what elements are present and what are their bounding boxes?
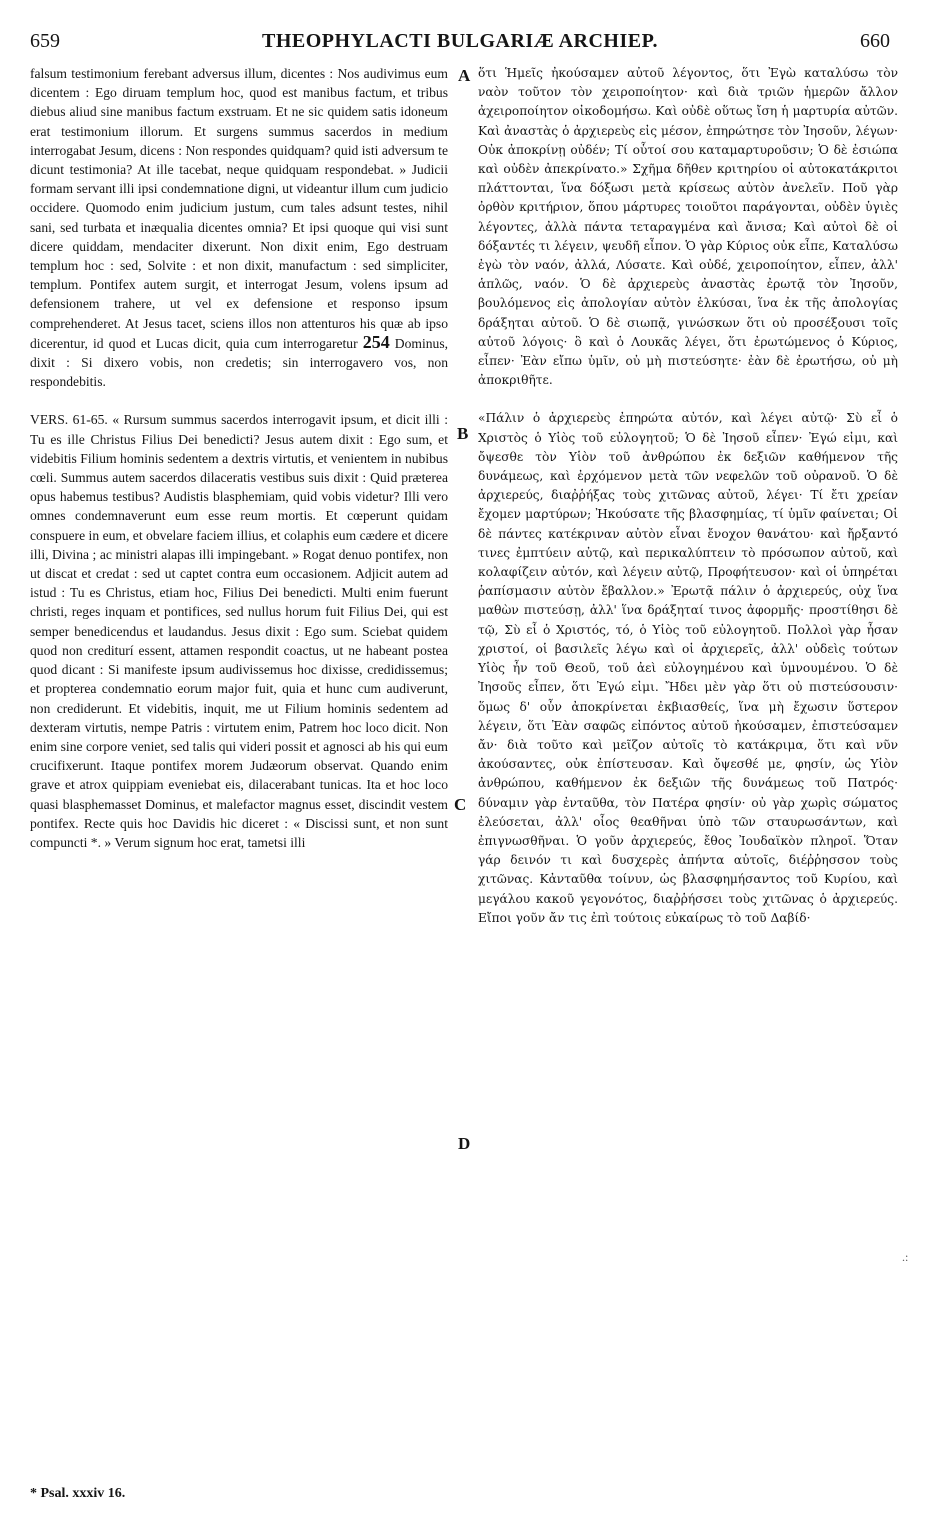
running-title: THEOPHYLACTI BULGARIÆ ARCHIEP. xyxy=(262,30,658,52)
margin-marker-d: D xyxy=(458,1134,471,1153)
greek-column xyxy=(478,64,898,928)
running-header xyxy=(30,30,890,58)
margin-marker-a: A xyxy=(458,66,471,85)
latin-paragraph-1-tail: Dominus, dixit : Si dixero vobis, non credetis; sin interrogavero vos, non respondebitis. xyxy=(30,335,449,390)
latin-paragraph-1 xyxy=(30,64,448,391)
greek-paragraph-2: «Πάλιν ὁ ἀρχιερεὺς ἐπηρώτα αὐτόν, καὶ λέγει αὐτῷ· Σὺ εἶ ὁ Χριστὸς ὁ Υἱὸς τοῦ εὐλογητοῦ; Ὁ δὲ Ἰησοῦ εἶπεν· Ἐγώ εἰμι, καὶ ὄψεσθε τὸν Υἱὸν τοῦ ἀνθρώπου ἐκ δεξιῶν καθήμενον τῆς δυνάμεως, καὶ ἐρχόμενον μετὰ τῶν νεφελῶν τοῦ οὐρανοῦ. Ὁ δὲ ἀρχιερεύς, διαῤῥήξας τοὺς χιτῶνας αὐτοῦ, λέγει· Τί ἔτι χρείαν ἔχομεν μαρτύρων; Ἠκούσατε τῆς βλασφημίας, τί ὑμῖν φαίνεται; Οἱ δὲ πάντες κατέκριναν αὐτὸν εἶναι ἔνοχον θανάτου· καὶ ἤρξαντό τινες ἐμπτύειν αὐτῷ, καὶ περικαλύπτειν τὸ πρόσωπον αὐτοῦ, καὶ κολαφίζειν αὐτόν, καὶ λέγειν αὐτῷ, Προφήτευσον· καὶ οἱ ὑπηρέται ῥαπίσμασιν αὐτὸν ἔβαλλον.» Ἐρωτᾷ πάλιν ὁ ἀρχιερεύς, οὐχ ἵνα μαθὼν πιστεύσῃ, ἀλλ' ἵνα δράξηταί τινος ἀφορμῆς· προστίθησι δὲ τῷ, Σὺ εἶ ὁ Χριστός, τό, ὁ Υἱὸς τοῦ εὐλογητοῦ. Πολλοὶ γὰρ ἦσαν χριστοί, οἱ βασιλεῖς λέγω καὶ οἱ ἀρχιερεῖς, ἀλλ' οὐδεὶς τούτων Υἱὸς ἦν τοῦ Θεοῦ, τοῦ ἀεὶ εὐλογημένου καὶ ὑμνουμένου. Ὁ δὲ Ἰησοῦς εἶπεν, ὅτι Ἐγώ εἰμι. Ἤδει μὲν γὰρ ὅτι οὐ πιστεύσουσιν· ὅμως δ' οὖν ἀποκρίνεται ἐκβιασθείς, ἵνα μὴ ἔχωσιν ὕστερον λέγειν, ὅτι Ἐὰν σαφῶς εἰπόντος αὐτοῦ ἠκούσαμεν, ἐπιστεύσαμεν ἄν· διὰ τοῦτο καὶ μεῖζον αὐτοῖς τὸ κατάκριμα, ὅτι καὶ νῦν ἀκούσαντες, οὐκ ἐπίστευσαν. Καὶ ὄψεσθέ με, φησίν, ὡς Υἱὸν ἀνθρώπου, καθήμενον ἐκ δεξιῶν τῆς δυνάμεως τοῦ Πατρός· δύναμιν γὰρ ἐνταῦθα, τὸν Πατέρα φησίν· οὐ γὰρ χωρὶς σώματος ἐλεύσεται, ἀλλ' οἷος θεαθῆναι ὑπὸ τῶν σταυρωσάντων, καὶ ἐπιγνωσθῆναι. Ὁ γοῦν ἀρχιερεύς, ἔθος Ἰουδαϊκὸν πληροῖ. Ὅταν γάρ δεινόν τι καὶ δυσχερὲς ἀπήντα αὐτοῖς, διέῤῥησσον τοὺς χιτῶνας. Κἀνταῦθα τοίνυν, ὡς βλασφημήσαντος τοῦ Κυρίου, καὶ μεγάλου κακοῦ γεγονότος, διαῤῥήσσει τοὺς χιτῶνας ὁ ἀρχιερεύς. Εἴποι γοῦν ἄν τις ἐπὶ τούτοις εὐκαίρως τὸ τοῦ Δαβίδ· xyxy=(478,411,898,925)
page-number-right: 660 xyxy=(860,30,890,52)
column-number: 254 xyxy=(362,331,390,352)
margin-ornament: .: xyxy=(902,1250,909,1264)
latin-paragraph-2: VERS. 61-65. « Rursum summus sacerdos interrogavit ipsum, et dicit illi : Tu es ille Christus Filius Dei benedicti? Jesus autem dixit : Ego sum, et videbitis Filium hominis sedentem a dextris virtutis, et venientem in nubibus cœli. Summus autem sacerdos dilaceratis vestibus suis dixit : Quid præterea opus habemus testibus? Audistis blasphemiam, quid vobis videtur? Illi vero omnes condemnaverunt eum esse reum mortis. Et cœperunt quidam conspuere in eum, et obvelare faciem illius, et colaphis eum cædere et dicere illi, Divina ; ac ministri alapas illi impingebant. » Rogat denuo pontifex, non ut discat et credat : sed ut captet contra eum occasionem. Adjicit autem ad istud : Tu es Christus, etiam hoc, Filius Dei benedicti. Multi enim fuerunt christi, reges inquam et pontifices, sed nullus horum fuit Filius Dei, qui est semper benedicendus et laudandus. Jesus dixit : Ego sum. Sciebat quidem quod non crediturí essent, attamen respondit coactus, ut ne habeant postea quod dicant : Si manifeste ipsum audivissemus hoc dixisse, credidissemus; et propterea condemnatio eorum major fuit, quia et hunc cum audiverunt, non crediderunt. Et videbitis, inquit, me ut Filium hominis sedentem ad dexteram virtutis, nempe Patris : virtutem enim, Patrem hoc loco dicit. Non enim sine corpore veniet, sed talis qui videri possit et agnosci ab his qui eum crucifixerunt. Itaque pontifex morem Judæorum observat. Quando enim grave et atrox quippiam eveniebat eis, dilacerabant tunicas. Ita et hoc loco quasi blasphemasset Dominus, et malefactor magnus esset, discindit vestem pontifex. Recte quis hoc Davidis hic diceret : « Discissi sunt, et non sunt compuncti *. » Verum signum hoc erat, tametsi illi xyxy=(30,412,448,850)
margin-marker-b: B xyxy=(457,424,469,443)
margin-marker-c: C xyxy=(454,795,467,814)
page-number-left: 659 xyxy=(30,30,60,52)
paragraph-gap xyxy=(30,391,448,410)
greek-paragraph-1: ὅτι Ἡμεῖς ἠκούσαμεν αὐτοῦ λέγοντος, ὅτι Ἐγὼ καταλύσω τὸν ναὸν τοῦτον τὸν χειροποίητον· καὶ διὰ τριῶν ἡμερῶν ἄλλον ἀχειροποίητον οἰκοδομήσω. Καὶ οὐδὲ οὕτως ἴση ἡ μαρτυρία αὐτῶν. Καὶ ἀναστὰς ὁ ἀρχιερεὺς εἰς μέσον, ἐπηρώτησε τὸν Ἰησοῦν, λέγων· Οὐκ ἀποκρίνῃ οὐδέν; Τί οὗτοί σου καταμαρτυροῦσιν; Ὁ δὲ ἐσιώπα καὶ οὐδὲν ἀπεκρίνατο.» Σχῆμα δῆθεν κριτηρίου οἱ αὐτοκατάκριτοι πλάττονται, ἵνα δόξωσι μετὰ κρίσεως αὐτὸν ἀνελεῖν. Ποῦ γὰρ ὀρθὸν κριτήριον, ὅπου μάρτυρες τοιοῦτοι παράγονται, οὐδὲν ὑγιὲς λέγοντες, ἀλλὰ πάντα τεταραγμένα καὶ ἄνισα; Καὶ αὐτοὶ δὲ οἱ δόξαντές τι λέγειν, ψευδῆ εἶπον. Ὁ γὰρ Κύριος οὐκ εἶπε, Καταλύσω ἐγὼ τὸν ναόν, ἀλλά, Λύσατε. Καὶ οὐδέ, χειροποίητον, εἶπεν, ἀλλ' ἁπλῶς, ναόν. Ὁ δὲ ἀρχιερεὺς ἀναστὰς ἐρωτᾷ τὸν Ἰησοῦν, βουλόμενος εἰς ἀπολογίαν αὐτὸν ἑλκύσαι, ἵνα ἐκ τῆς ἀπολογίας δράξηται αὐτοῦ. Ὁ δὲ σιωπᾷ, γινώσκων ὅτι οὐ προσέξουσι τοῖς αὐτοῦ λόγοις· ὃ καὶ ὁ Λουκᾶς λέγει, ὅτι ἐρωτώμενος ὁ Κύριος, εἶπεν· Ἐὰν εἴπω ὑμῖν, οὐ μὴ πιστεύσητε· ἐὰν δὲ ἐρωτήσω, οὐ μὴ ἀποκριθῆτε. xyxy=(478,66,898,388)
paragraph-gap xyxy=(478,390,898,409)
latin-column xyxy=(30,64,448,852)
latin-paragraph-1-text: falsum testimonium ferebant adversus illum, dicentes : Nos audivimus eum dicentem : Ego diruam templum hoc, quod est manibus factum, et tribus diebus aliud sine manibus factum exstruam. Et ne sic quidem satis idoneum erat testimonium illorum. Et surgens summus sacerdos in medium interrogabat Jesum, dicens : Non respondes quidquam? quid isti adversum te dicunt testimonia? At ille tacebat, neque quidquam respondebat. » Judicii formam servant illi ipsi condemnatione digni, ut videantur illum cum judicio occidere. Quomodo enim judicium justum, cum tales adsunt testes, nihil sani, sed turbata et inæqualia dicentes omnia? Et ipsi quoque qui visi sunt dicere quiddam, mendaciter dixerunt. Non dixit enim, Ego destruam templum hoc : sed, Solvite : et non dixit, manufactum : sed simpliciter, templum. Pontifex autem surgit, et interrogat Jesum, volens ipsum ad defensionem trahere, ut vel ex defensione et responso ipsum comprehenderet. At Jesus tacet, sciens illos non attenturos his quæ ab ipso dicerentur, id quod et Lucas dicit, quia cum interrogaretur xyxy=(30,66,448,351)
footnote: * Psal. xxxiv 16. xyxy=(30,1486,126,1501)
